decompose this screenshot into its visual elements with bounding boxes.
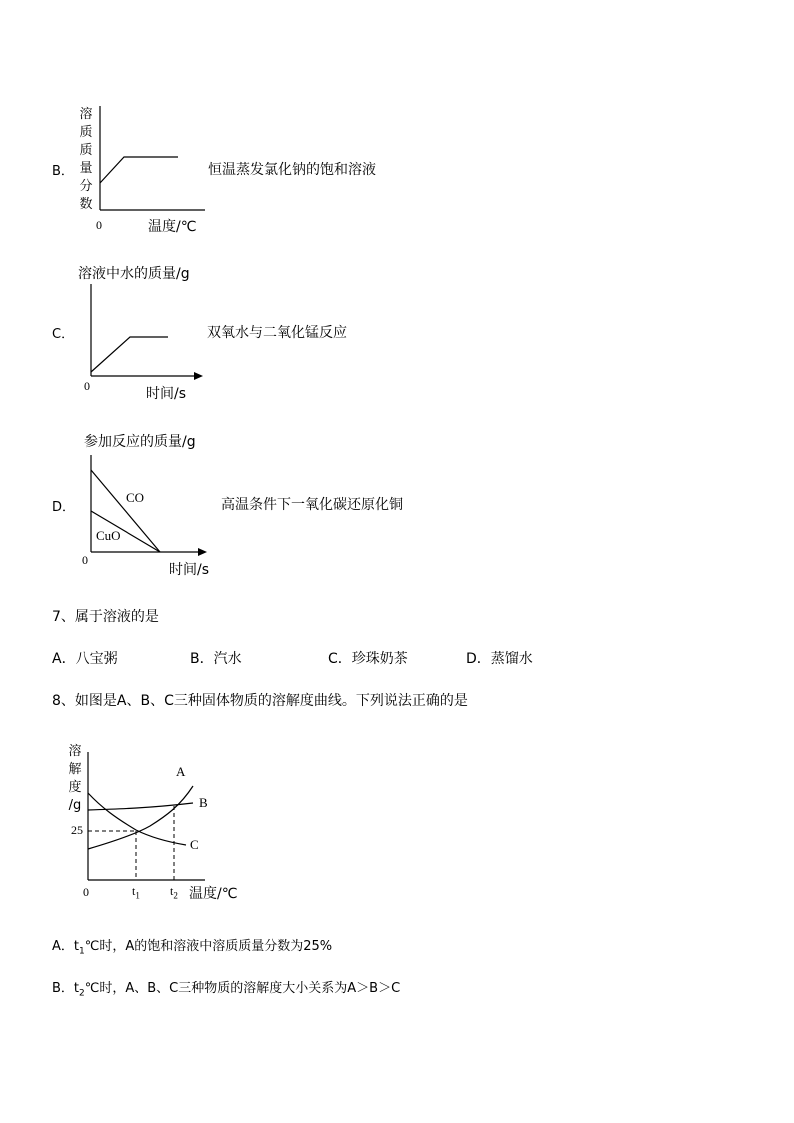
q8-curve-a-label: A <box>176 764 186 779</box>
question-7-option-b: B．汽水 <box>190 651 242 667</box>
q8-curve-c <box>88 793 186 845</box>
q8-x-axis-label: 温度/℃ <box>189 886 238 902</box>
q8-curve-b <box>88 803 193 810</box>
option-b-x-axis-label: 温度/℃ <box>148 219 197 235</box>
option-b-description: 恒温蒸发氯化钠的饱和溶液 <box>208 162 376 178</box>
q8-tick-t2: $t_2$ <box>170 884 178 901</box>
option-d-description: 高温条件下一氧化碳还原化铜 <box>221 497 403 513</box>
option-c-letter: C． <box>52 327 75 342</box>
q8-graph-y-axis-label: 溶 解 度 /g <box>68 744 82 813</box>
question-7-option-d: D．蒸馏水 <box>466 651 533 667</box>
option-b-letter: B． <box>52 164 74 179</box>
option-c-x-axis-label: 时间/s <box>146 386 187 402</box>
option-c-origin: 0 <box>84 379 90 393</box>
option-d-cuo-label: CuO <box>96 528 121 543</box>
option-d-letter: D． <box>52 500 76 515</box>
question-7-option-c: C．珍珠奶茶 <box>328 651 408 667</box>
option-c-description: 双氧水与二氧化锰反应 <box>207 325 347 341</box>
option-d-y-axis-label: 参加反应的质量/g <box>84 434 196 450</box>
q8-tick-25: 25 <box>71 823 83 837</box>
question-7-option-a: A．八宝粥 <box>52 651 118 667</box>
q8-curve-a <box>88 786 193 849</box>
question-8-option-a: A．$t_1℃$时，A的饱和溶液中溶质质量分数为25% <box>52 939 333 957</box>
option-d-x-axis-label: 时间/s <box>169 562 210 578</box>
option-d-co-label: CO <box>126 490 145 505</box>
option-c-y-axis-label: 溶液中水的质量/g <box>78 266 190 282</box>
option-d-origin: 0 <box>82 553 88 567</box>
q8-tick-t1: $t_1$ <box>132 884 140 901</box>
q8-curve-c-label: C <box>190 837 199 852</box>
q8-origin: 0 <box>83 885 89 899</box>
question-8-stem: 8、如图是A、B、C三种固体物质的溶解度曲线。下列说法正确的是 <box>52 693 468 709</box>
question-8-option-b: B．$t_2℃$时，A、B、C三种物质的溶解度大小关系为A＞B＞C <box>52 981 401 999</box>
option-b-y-axis-label: 溶 质 质 量 分 数 <box>79 107 93 212</box>
question-7-stem: 7、属于溶液的是 <box>52 609 159 625</box>
q8-curve-b-label: B <box>199 795 208 810</box>
option-b-origin: 0 <box>96 218 102 232</box>
